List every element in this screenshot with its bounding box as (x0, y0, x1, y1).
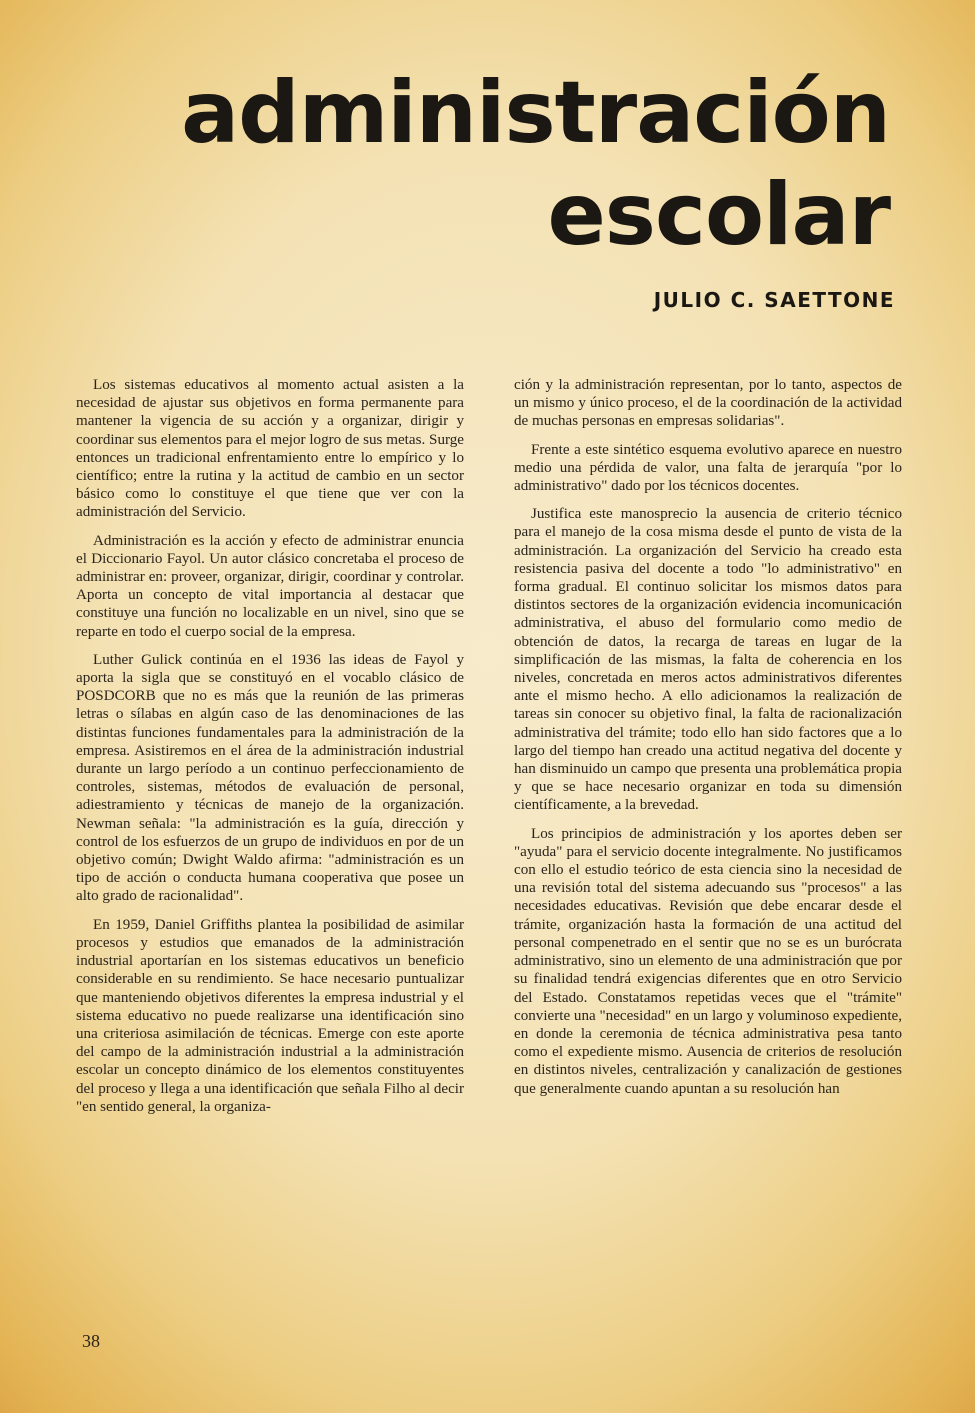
paragraph-continuation: ción y la administración representan, por lo tanto, aspectos de un mismo y único proceso, el de la coordinación de la actividad de muchas personas en empresas solidarias". (514, 377, 902, 430)
paragraph: Administración es la acción y efecto de administrar enuncia el Diccionario Fayol. Un autor clásico concretaba el proceso de administrar en: proveer, organizar, dirigir, coordinar y controlar. Aporta un concepto de vital importancia al destacar que constituye una función no localizable en un nivel, sino que se reparte en todo el cuerpo social de la empresa. (76, 532, 464, 640)
paragraph: Luther Gulick continúa en el 1936 las ideas de Fayol y aporta la sigla que se constituyó en el vocablo clásico de POSDCORB que no es más que la reunión de las primeras letras o sílabas en algún caso de las denominaciones de las distintas funciones fundamentales para la administración de la empresa. Asistiremos en el área de la administración industrial durante un largo período a un continuo perfeccionamiento de controles, sistemas, métodos de evaluación de personal, adiestramiento y técnicas de manejo de la organización. Newman señala: "la administración es la guía, dirección y control de los esfuerzos de un grupo de individuos en por de un objetivo común; Dwight Waldo afirma: "administración es un tipo de acción o conducta humana cooperativa que posee un alto grado de racionalidad". (76, 651, 464, 905)
paragraph: Los sistemas educativos al momento actual asisten a la necesidad de ajustar sus objetivos en forma permanente para mantener la vigencia de su acción y a organizar, dirigir y coordinar sus elementos para el mejor logro de sus metas. Surge entonces un tradicional enfrentamiento entre lo empírico y lo científico; entre la rutina y la actitud de cambio en un sector básico como lo constituye el que tiene que ver con la administración del Servicio. (76, 377, 464, 521)
paragraph: Frente a este sintético esquema evolutivo aparece en nuestro medio una pérdida de valor, una falta de jerarquía "por lo administrativo" dado por los técnicos docentes. (514, 441, 902, 495)
left-column (76, 376, 464, 1126)
paragraph: Justifica este manosprecio la ausencia de criterio técnico para el manejo de la cosa misma desde el punto de vista de la administración. La organización del Servicio ha creado esta resistencia pasiva del docente a todo "lo administrativo" en forma gradual. El continuo solicitar los mismos datos para distintos sectores de la organización evidencia incomunicación administrativa, el abuso del formulario como medio de obtención de datos, la recarga de tareas en lugar de la simplificación de las mismas, la falta de coherencia en los niveles, concretada en meros actos administrativos diferentes ante el mismo hecho. A ello adicionamos la realización de tareas sin conocer su objetivo final, la falta de racionalización administrativa del trámite; todo ello han sido factores que a lo largo del tiempo han creado una actitud negativa del docente y han disminuido un campo que presenta una problemática propia y que se hace necesario organizar en toda su dimensión científicamente, a la brevedad. (514, 506, 902, 814)
article-title-line-1: administración (181, 63, 890, 163)
right-column (514, 376, 902, 1108)
article-title-line-2: escolar (547, 165, 890, 265)
page-number: 38 (82, 1331, 100, 1351)
paragraph: Los principios de administración y los aportes deben ser "ayuda" para el servicio docente integralmente. No justificamos con ello el estudio teórico de esta ciencia sino la necesidad de una revisión total del sistema adecuando sus "procesos" a las necesidades educativas. Revisión que debe encarar desde el trámite, organización hasta la formación de una actitud del personal compenetrado en el sentir que no se es un burócrata administrativo, sino un elemento de una administración que por su finalidad tendrá exigencias diferentes que en otro Servicio del Estado. Constatamos repetidas veces que el "trámite" convierte una "necesidad" en un largo y voluminoso expediente, en donde la ceremonia de técnica administrativa pesa tanto como el expediente mismo. Ausencia de criterios de resolución en distintos niveles, centralización y canalización de gestiones que generalmente cuando apuntan a su resolución han (514, 825, 903, 1097)
article-author: JULIO C. SAETTONE (653, 288, 895, 312)
paragraph: En 1959, Daniel Griffiths plantea la posibilidad de asimilar procesos y estudios que emanados de la administración industrial aportarían en los sistemas educativos un beneficio considerable en su rendimiento. Se hace necesario puntualizar que manteniendo objetivos diferentes la empresa industrial y el sistema educativo no puede realizarse una identificación sino una criteriosa asimilación de técnicas. Emerge con este aporte del campo de la administración industrial a la administración escolar un concepto dinámico de los elementos constituyentes del proceso y llega a una identificación que señala Filho al decir "en sentido general, la organiza- (76, 916, 464, 1115)
